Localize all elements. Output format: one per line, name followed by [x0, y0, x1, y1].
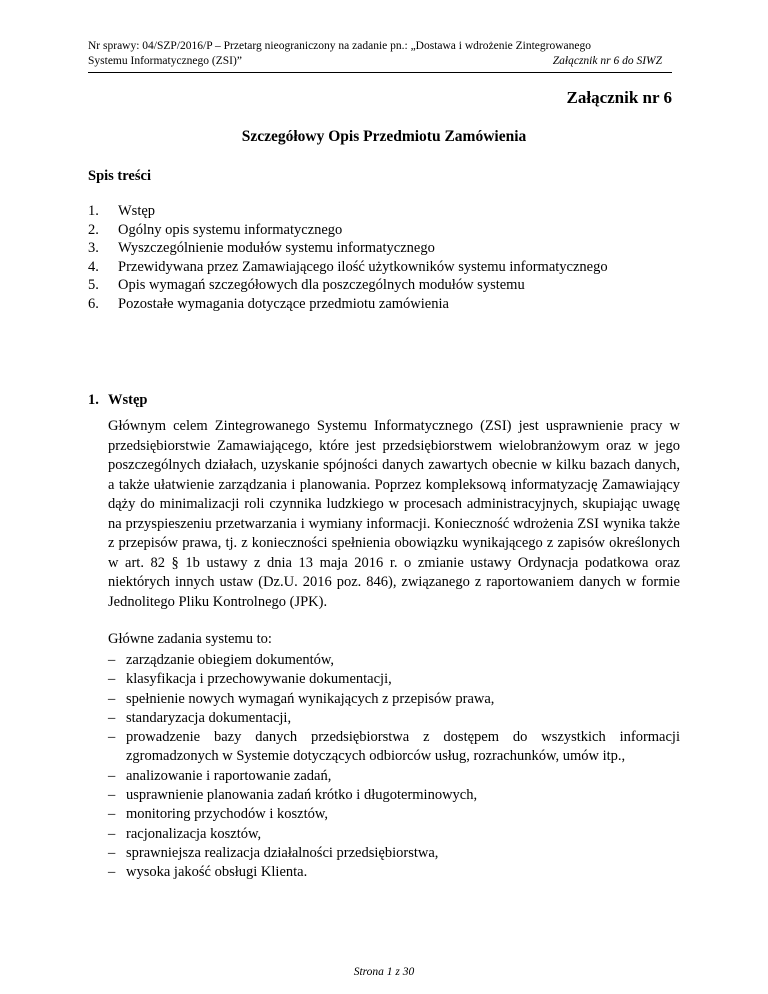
page-number: Strona 1 z 30	[353, 966, 415, 978]
list-item-text: spełnienie nowych wymagań wynikających z przepisów prawa,	[126, 690, 495, 707]
list-item	[108, 786, 680, 805]
list-item	[108, 863, 680, 882]
toc-item-number: 2.	[88, 221, 99, 238]
section-number: 1.	[88, 392, 99, 408]
toc-item-text: Wyszczególnienie modułów systemu informatycznego	[118, 240, 435, 257]
list-item	[108, 767, 680, 786]
list-dash: –	[108, 806, 116, 823]
list-dash: –	[108, 671, 116, 688]
toc-item-number: 1.	[88, 203, 99, 219]
list-item	[108, 825, 680, 844]
toc-item-number: 4.	[88, 258, 99, 275]
intro-paragraph: Głównym celem Zintegrowanego Systemu Informatycznego (ZSI) jest usprawnienie pracy w przedsiębiorstwie Zamawiającego, które jest przedsiębiorstwem wielobranżowym oraz w jego poszczególnych działach, uzyskanie spójności danych zawartych obecnie w kilku bazach danych, a także ułatwienie zarządzania i planowania. Poprzez kompleksową informatyzację Zamawiający dąży do minimalizacji roli czynnika ludzkiego w procesach administracyjnych, skupiając uwagę na przyspieszeniu przetwarzania i wymiany informacji. Konieczność wdrożenia ZSI wynika także z przepisów prawa, tj. z konieczności spełnienia obowiązku wynikającego z zapisów określonych w art. 82 § 1b ustawy z dnia 13 maja 2016 r. o zmianie ustawy Ordynacja podatkowa oraz niektórych innych ustaw (Dz.U. 2016 poz. 846), związanego z raportowaniem danych w formie Jednolitego Pliku Kontrolnego (JPK).	[108, 418, 680, 610]
list-item-text: usprawnienie planowania zadań krótko i długoterminowych,	[126, 787, 478, 804]
toc-item-text: Ogólny opis systemu informatycznego	[118, 221, 343, 238]
list-item	[108, 805, 680, 824]
toc-item-number: 3.	[88, 240, 99, 257]
list-item-text: sprawniejsza realizacja działalności przedsiębiorstwa,	[126, 844, 439, 861]
toc-item-text: Pozostałe wymagania dotyczące przedmiotu zamówienia	[118, 295, 449, 312]
list-item	[108, 651, 680, 670]
list-item-text: racjonalizacja kosztów,	[126, 825, 262, 842]
header-line-2-left: Systemu Informatycznego (ZSI)”	[88, 55, 242, 67]
list-item	[108, 728, 680, 767]
tasks-intro: Główne zadania systemu to:	[108, 631, 272, 647]
list-dash: –	[108, 690, 116, 707]
list-dash: –	[108, 844, 116, 861]
list-item	[108, 670, 680, 689]
toc-item-number: 5.	[88, 277, 99, 294]
list-dash: –	[108, 787, 116, 804]
list-dash: –	[108, 864, 116, 881]
header-line-2	[88, 54, 672, 68]
toc-item-text: Przewidywana przez Zamawiającego ilość użytkowników systemu informatycznego	[118, 258, 608, 275]
list-item-text: prowadzenie bazy danych przedsiębiorstwa z dostępem do wszystkich informacji zgromadzonych w Systemie dotyczących odbiorców usług, rozrachunków, umów itp.,	[126, 729, 680, 765]
header-annex-ref: Załącznik nr 6 do SIWZ	[552, 55, 662, 67]
list-dash: –	[108, 709, 116, 726]
list-dash: –	[108, 729, 116, 746]
toc-heading: Spis treści	[88, 168, 151, 184]
toc-item-number: 6.	[88, 295, 99, 312]
list-item-text: monitoring przychodów i kosztów,	[126, 806, 329, 823]
list-item-text: zarządzanie obiegiem dokumentów,	[126, 652, 335, 668]
list-item-text: analizowanie i raportowanie zadań,	[126, 767, 332, 784]
header-divider	[88, 72, 672, 73]
list-dash: –	[108, 767, 116, 784]
list-item	[108, 844, 680, 863]
list-item-text: standaryzacja dokumentacji,	[126, 709, 292, 726]
list-dash: –	[108, 825, 116, 842]
tasks-list	[108, 651, 680, 883]
list-item	[108, 690, 680, 709]
list-item	[108, 709, 680, 728]
annex-title: Załącznik nr 6	[566, 88, 672, 107]
section-heading	[88, 392, 147, 409]
toc-item-text: Wstęp	[118, 203, 156, 219]
section-title: Wstęp	[108, 392, 148, 408]
list-item-text: klasyfikacja i przechowywanie dokumentacji,	[126, 671, 392, 688]
list-dash: –	[108, 652, 116, 668]
toc-item-text: Opis wymagań szczegółowych dla poszczególnych modułów systemu	[118, 277, 525, 294]
header-line-1: Nr sprawy: 04/SZP/2016/P – Przetarg nieograniczony na zadanie pn.: „Dostawa i wdrożenie Zintegrowanego	[88, 40, 591, 52]
list-item-text: wysoka jakość obsługi Klienta.	[126, 864, 308, 881]
document-title: Szczegółowy Opis Przedmiotu Zamówienia	[241, 128, 527, 145]
